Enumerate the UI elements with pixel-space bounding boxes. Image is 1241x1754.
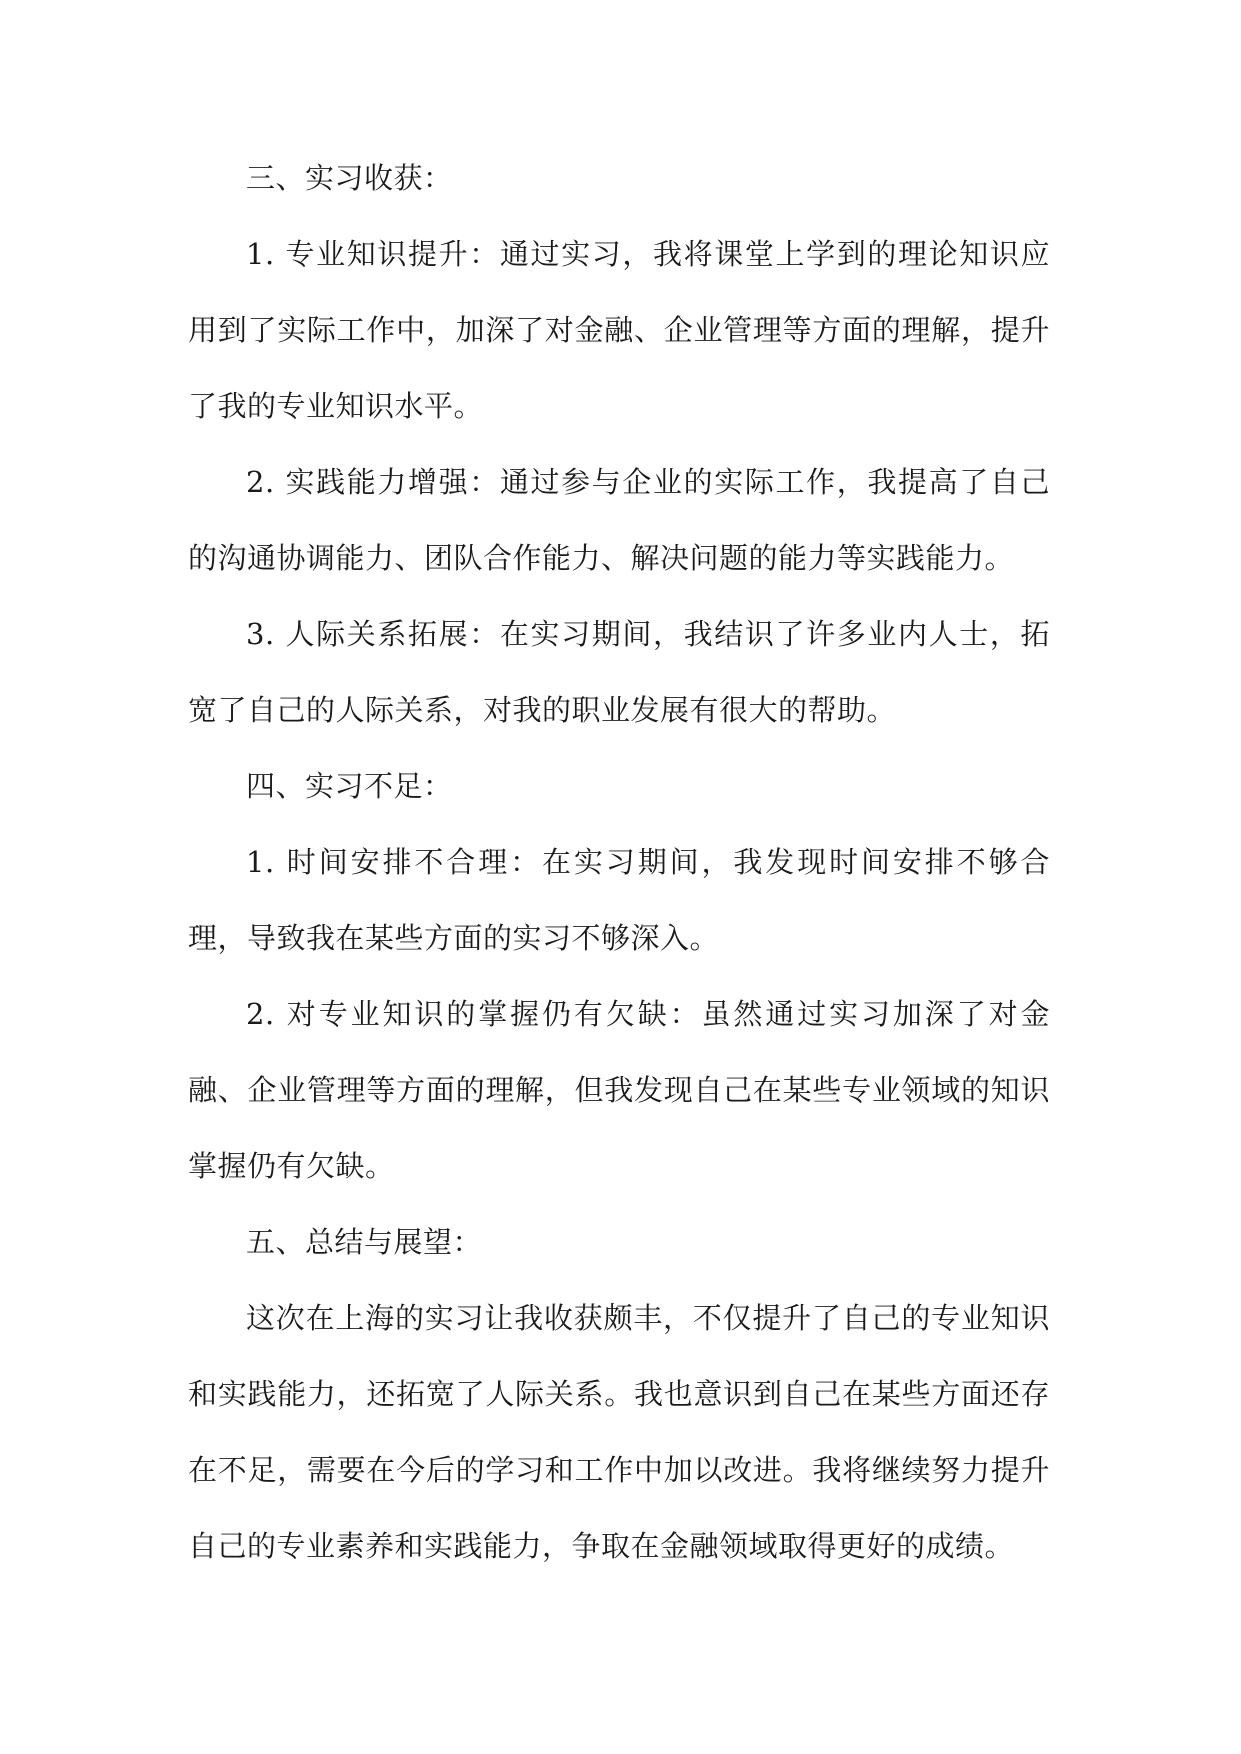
- harvest-item-3: 3. 人际关系拓展：在实习期间，我结识了许多业内人士，拓宽了自己的人际关系，对我的职业发展有很大的帮助。: [188, 617, 1050, 727]
- harvest-item-2: 2. 实践能力增强：通过参与企业的实际工作，我提高了自己的沟通协调能力、团队合作能力、解决问题的能力等实践能力。: [188, 465, 1050, 575]
- section-heading-harvest: 三、实习收获：: [246, 161, 453, 195]
- shortcoming-item-1: 1. 时间安排不合理：在实习期间，我发现时间安排不够合理，导致我在某些方面的实习不够深入。: [188, 845, 1050, 955]
- document-body: [188, 140, 1050, 1584]
- section-heading-shortcomings: 四、实习不足：: [246, 769, 453, 803]
- shortcoming-item-2: 2. 对专业知识的掌握仍有欠缺：虽然通过实习加深了对金融、企业管理等方面的理解，但我发现自己在某些专业领域的知识掌握仍有欠缺。: [188, 997, 1050, 1183]
- section-heading-summary: 五、总结与展望：: [246, 1225, 483, 1259]
- harvest-item-1: 1. 专业知识提升：通过实习，我将课堂上学到的理论知识应用到了实际工作中，加深了对金融、企业管理等方面的理解，提升了我的专业知识水平。: [188, 237, 1050, 423]
- summary-paragraph: 这次在上海的实习让我收获颇丰，不仅提升了自己的专业知识和实践能力，还拓宽了人际关系。我也意识到自己在某些方面还存在不足，需要在今后的学习和工作中加以改进。我将继续努力提升自己的专业素养和实践能力，争取在金融领域取得更好的成绩。: [188, 1301, 1050, 1563]
